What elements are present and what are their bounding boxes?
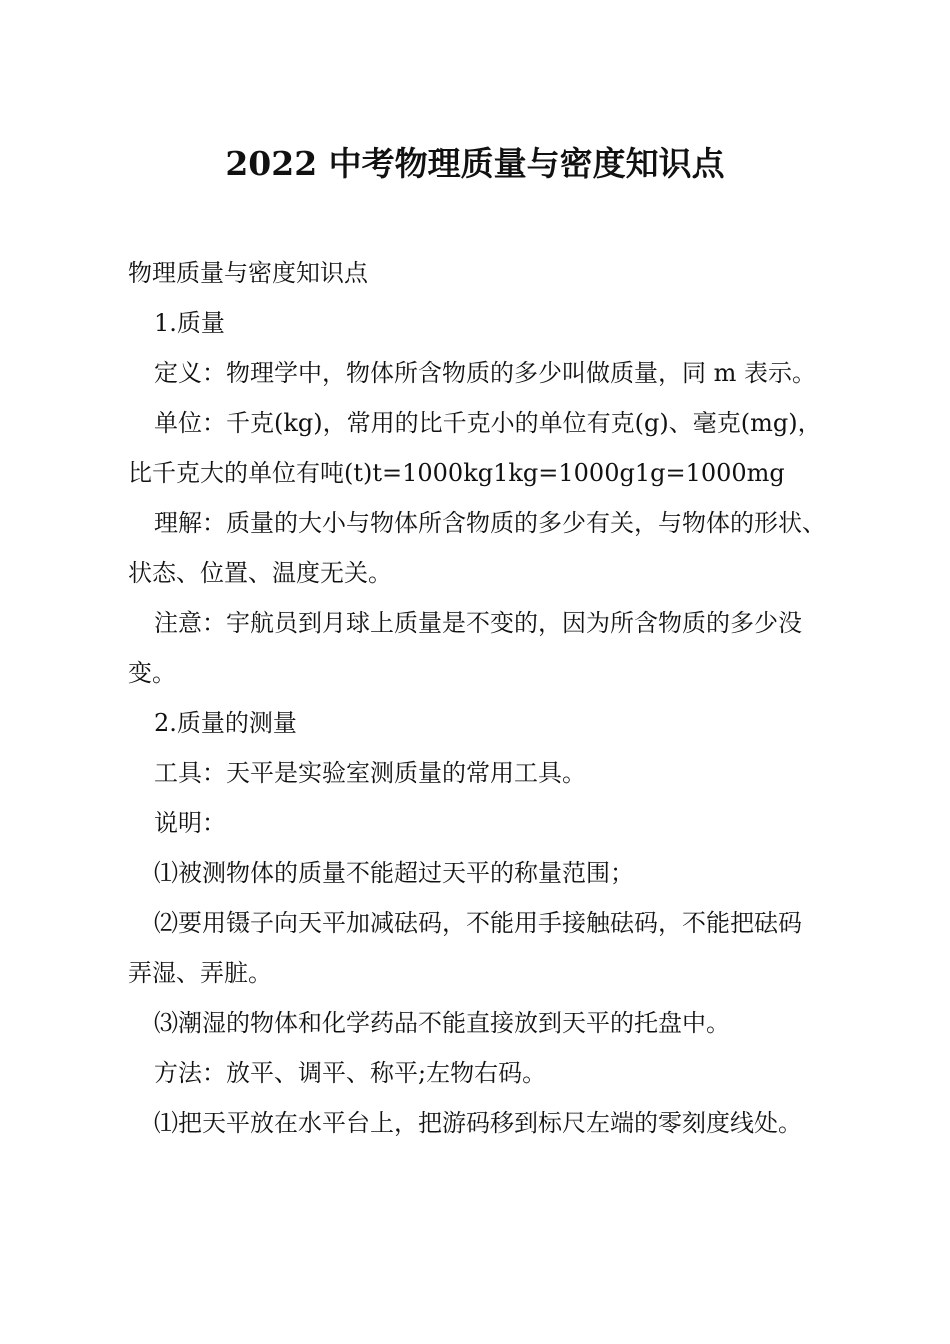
paragraph-understanding-line2: 状态、位置、温度无关。: [128, 559, 392, 587]
paragraph-understanding-line1: 理解：质量的大小与物体所含物质的多少有关，与物体的形状、: [154, 509, 826, 537]
list-item-1: ⑴被测物体的质量不能超过天平的称量范围；: [154, 859, 634, 887]
subsection-heading-mass: 1.质量: [154, 309, 225, 337]
list-item-2-line2: 弄湿、弄脏。: [128, 959, 272, 987]
list-item-2-line1: ⑵要用镊子向天平加减砝码，不能用手接触砝码，不能把砝码: [154, 909, 802, 937]
paragraph-tool: 工具：天平是实验室测质量的常用工具。: [154, 759, 586, 787]
list-item-3: ⑶潮湿的物体和化学药品不能直接放到天平的托盘中。: [154, 1009, 730, 1037]
paragraph-unit-line2: 比千克大的单位有吨(t)t=1000kg1kg=1000g1g=1000mg: [128, 459, 785, 487]
section-heading: 物理质量与密度知识点: [128, 259, 368, 287]
paragraph-explanation-label: 说明：: [154, 809, 226, 837]
paragraph-definition: 定义：物理学中，物体所含物质的多少叫做质量，同 m 表示。: [154, 359, 817, 387]
document-body: [128, 248, 844, 1148]
paragraph-note-line2: 变。: [128, 659, 176, 687]
method-step-1: ⑴把天平放在水平台上，把游码移到标尺左端的零刻度线处。: [154, 1109, 802, 1137]
subsection-heading-measurement: 2.质量的测量: [154, 709, 297, 737]
paragraph-method: 方法：放平、调平、称平;左物右码。: [154, 1059, 547, 1087]
paragraph-note-line1: 注意：宇航员到月球上质量是不变的，因为所含物质的多少没: [154, 609, 802, 637]
paragraph-unit-line1: 单位：千克(kg)，常用的比千克小的单位有克(g)、毫克(mg)，: [154, 409, 822, 437]
document-title: 2022 中考物理质量与密度知识点: [225, 144, 725, 183]
